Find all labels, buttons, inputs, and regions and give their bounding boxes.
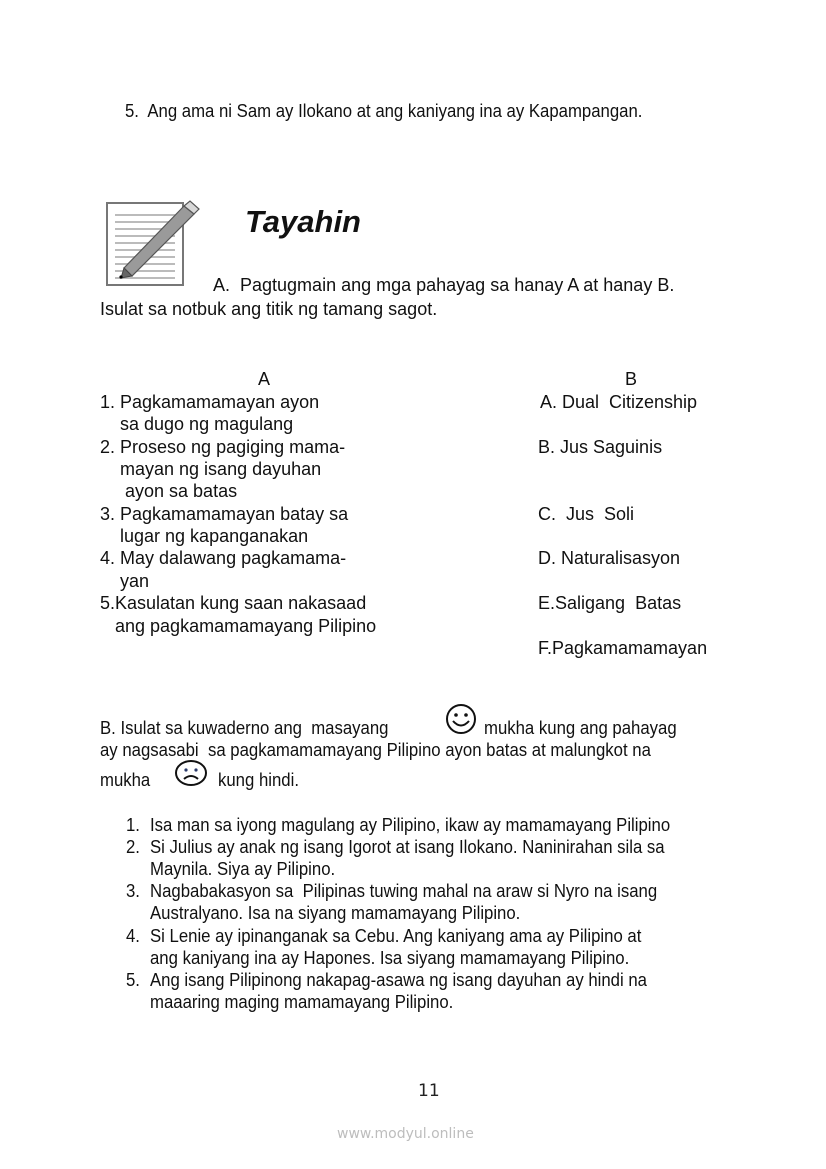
notebook-pencil-icon <box>104 200 204 290</box>
part-b-instruction-line1-start: B. Isulat sa kuwaderno ang masayang <box>100 718 389 738</box>
page-number: 11 <box>418 1081 440 1101</box>
column-a-line: yan <box>100 571 150 591</box>
part-b-instruction-line3-start: mukha <box>100 770 151 790</box>
column-b-item: F.Pagkamamamayan <box>538 638 708 658</box>
part-b-item-number: 5. <box>126 970 140 990</box>
part-b-item-text: Si Julius ay anak ng isang Igorot at isang Ilokano. Naninirahan sila sa <box>150 837 665 857</box>
column-a-line: ang pagkamamamayang Pilipino <box>100 616 377 636</box>
watermark: www.modyul.online <box>337 1126 474 1142</box>
part-b-instruction-line2: ay nagsasabi sa pagkamamamayang Pilipino ayon batas at malungkot na <box>100 740 651 760</box>
column-a-line: mayan ng isang dayuhan <box>100 459 322 479</box>
column-a-line: lugar ng kapanganakan <box>100 526 309 546</box>
column-a-header: A <box>258 369 271 389</box>
part-b-item-text: Maynila. Siya ay Pilipino. <box>150 859 336 879</box>
top-list-item-5: 5. Ang ama ni Sam ay Ilokano at ang kaniyang ina ay Kapampangan. <box>125 101 643 121</box>
part-b-item-number: 3. <box>126 881 140 901</box>
column-a-line: sa dugo ng magulang <box>100 414 294 434</box>
part-b-instruction-line3-end: kung hindi. <box>218 770 299 790</box>
part-a-instruction-line1: A. Pagtugmain ang mga pahayag sa hanay A at hanay B. <box>213 275 675 295</box>
part-b-instruction-line1-end: mukha kung ang pahayag <box>484 718 677 738</box>
happy-face-icon <box>444 703 478 735</box>
part-b-item-number: 4. <box>126 926 140 946</box>
part-b-item-text: Ang isang Pilipinong nakapag-asawa ng isang dayuhan ay hindi na <box>150 970 647 990</box>
part-b-item-text: maaaring maging mamamayang Pilipino. <box>150 992 454 1012</box>
section-title: Tayahin <box>245 204 361 239</box>
column-b-item: B. Jus Saguinis <box>538 437 663 457</box>
part-b-item-text: Si Lenie ay ipinanganak sa Cebu. Ang kaniyang ama ay Pilipino at <box>150 926 642 946</box>
column-b-item: E.Saligang Batas <box>538 593 682 613</box>
column-b-item: A. Dual Citizenship <box>540 392 698 412</box>
column-b-header: B <box>625 369 638 389</box>
sad-face-icon <box>174 759 208 787</box>
part-a-instruction-line2: Isulat sa notbuk ang titik ng tamang sagot. <box>100 299 438 319</box>
column-a-line: 5.Kasulatan kung saan nakasaad <box>100 593 367 613</box>
part-b-item-number: 2. <box>126 837 140 857</box>
column-a-line: 2. Proseso ng pagiging mama- <box>100 437 346 457</box>
column-b-item: D. Naturalisasyon <box>538 548 681 568</box>
part-b-item-text: ang kaniyang ina ay Hapones. Isa siyang mamamayang Pilipino. <box>150 948 630 968</box>
part-b-item-number: 1. <box>126 815 140 835</box>
part-b-item-text: Nagbabakasyon sa Pilipinas tuwing mahal na araw si Nyro na isang <box>150 881 658 901</box>
part-b-item-text: Australyano. Isa na siyang mamamayang Pilipino. <box>150 903 521 923</box>
column-a-line: 1. Pagkamamamayan ayon <box>100 392 320 412</box>
column-b-item: C. Jus Soli <box>538 504 635 524</box>
column-a-line: ayon sa batas <box>100 481 238 501</box>
column-a-line: 3. Pagkamamamayan batay sa <box>100 504 349 524</box>
part-b-item-text: Isa man sa iyong magulang ay Pilipino, ikaw ay mamamayang Pilipino <box>150 815 671 835</box>
column-a-line: 4. May dalawang pagkamama- <box>100 548 347 568</box>
